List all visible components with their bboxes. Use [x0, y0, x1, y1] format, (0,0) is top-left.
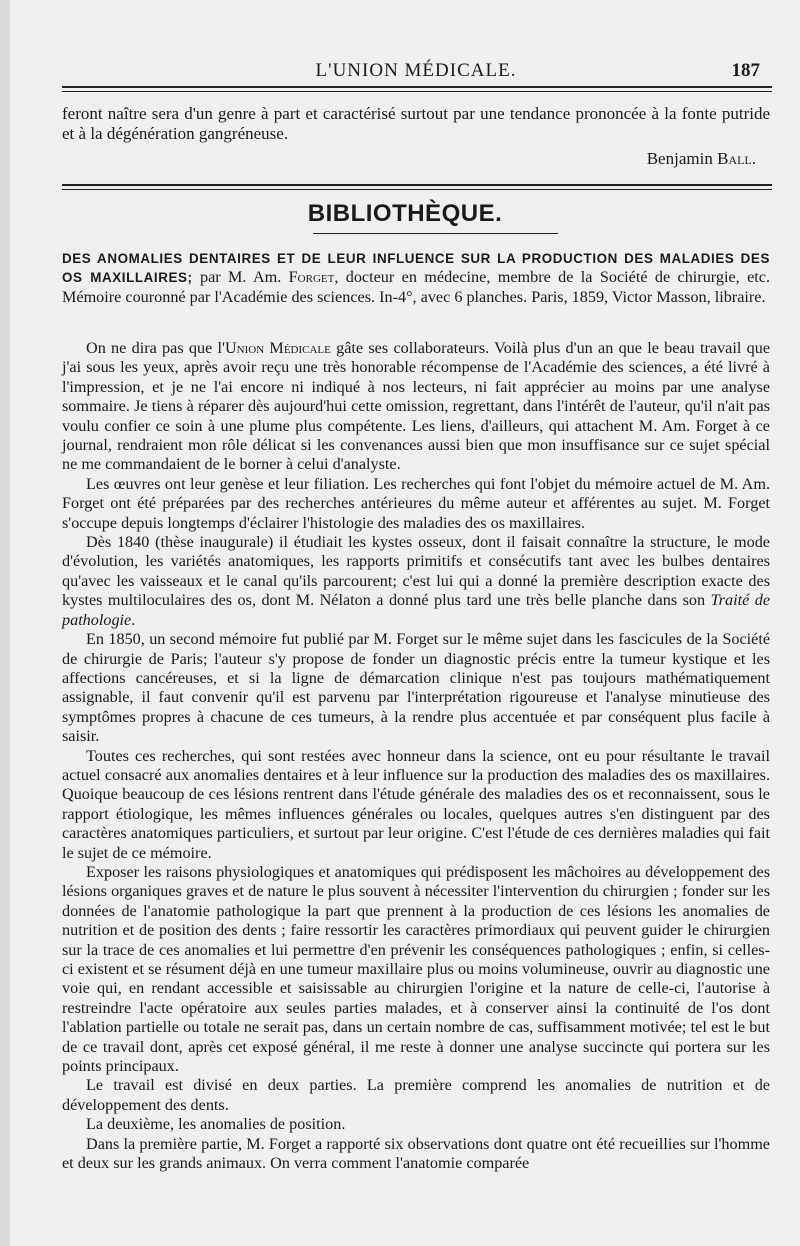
- paragraph-text: On ne dira pas que l': [86, 339, 225, 357]
- paragraph: Toutes ces recherches, qui sont restées avec honneur dans la science, ont eu pour résultante le travail actuel consacré aux anomalies dentaires et à leur influence sur la production des maladies des os maxillaires. Quoique beaucoup de ces lésions rentrent dans l'étude générale des maladies des os et reconnaissent, sous le rapport étiologique, les mêmes influences générales ou locales, quelques autres s'en distinguent par des caractères anatomiques particuliers, et surtout par leur origine. C'est l'étude de ces dernières maladies qui fait le sujet de ce mémoire.: [62, 746, 770, 862]
- section-rule-thin: [62, 189, 772, 190]
- section-rule-thick: [62, 184, 772, 186]
- journal-page: [10, 0, 800, 1246]
- review-details: , docteur en médecine, membre de la Société de chirurgie, etc. Mémoire couronné par l'Académie des sciences. In-4°, avec 6 planches. Paris, 1859, Victor Masson, libraire.: [62, 268, 770, 306]
- running-title: L'UNION MÉDICALE.: [315, 60, 517, 81]
- paragraph: [62, 533, 770, 630]
- section-title: BIBLIOTHÈQUE.: [307, 200, 503, 227]
- book-title: Traité de pathologie: [62, 591, 771, 629]
- paragraph-text: Dès 1840 (thèse inaugurale) il étudiait les kystes osseux, dont il faisait connaître la structure, le mode d'évolution, les variétés anatomiques, les rapports primitifs et consécutifs tant avec les bulbes dentaires qu'avec les vaisseaux et le canal qu'ils parcourent; c'est lui qui a donné la première description exacte des kystes multiloculaires des os, dont M. Nélaton a donné plus tard une très belle planche dans son: [62, 533, 770, 610]
- section-title-underline: [313, 233, 558, 234]
- paragraph: La deuxième, les anomalies de position.: [86, 1115, 346, 1134]
- review-heading: DES ANOMALIES DENTAIRES ET DE LEUR INFLUENCE SUR LA PRODUCTION DES MALADIES DES OS MAXILLAIRES;: [62, 251, 770, 286]
- page-number: 187: [731, 60, 760, 81]
- article-body: [62, 339, 770, 1173]
- paragraph-text: gâte ses collaborateurs. Voilà plus d'un an que le beau travail que j'ai sous les yeux, après avoir reçu une très honorable récompense de l'Académie des sciences, a été livré à l'impression, et je ne l'ai encore ni indiqué à nos lecteurs, ni fait apprécier au moins par une analyse sommaire. Je tiens à réparer dès aujourd'hui cette omission, regrettant, dans l'intérêt de l'auteur, qu'il n'ait pas voulu confier ce soin à une plume plus compétente. Les liens, d'ailleurs, qui attachent M. Am. Forget à ce journal, rendraient mon rôle délicat si les convenances aussi bien que mon insuffisance sur ce sujet spécial ne me commandaient de le borner à celui d'analyste.: [62, 339, 771, 474]
- paragraph: Dans la première partie, M. Forget a rapporté six observations dont quatre ont été recueillies sur l'homme et deux sur les grands animaux. On verra comment l'anatomie comparée: [62, 1134, 770, 1173]
- page-header: [62, 58, 770, 84]
- review-citation: [62, 249, 770, 307]
- author-signature: [647, 149, 756, 169]
- review-author-name: Forget: [288, 268, 335, 287]
- opening-paragraph: feront naître sera d'un genre à part et caractérisé surtout par une tendance prononcée à la fonte putride et à la dégénération gangréneuse.: [62, 104, 770, 143]
- paragraph: [62, 339, 770, 475]
- paragraph: Les œuvres ont leur genèse et leur filiation. Les recherches qui font l'objet du mémoire actuel de M. Am. Forget ont été préparées par des recherches antérieures du même auteur et afférentes au sujet. M. Forget s'occupe depuis longtemps d'éclairer l'histologie des maladies des os maxillaires.: [62, 474, 770, 532]
- paragraph-text: .: [131, 610, 136, 629]
- paragraph: Exposer les raisons physiologiques et anatomiques qui prédisposent les mâchoires au développement des lésions organiques graves et de nature le plus souvent à nécessiter l'intervention du chirurgien ; fonder sur les données de l'anatomie pathologique la part que prennent à la production de ces lésions les anomalies de nutrition et de position des dents ; faire ressortir les caractères primordiaux qui peuvent guider le chirurgien sur la trace de ces anomalies et lui permettre d'en prévenir les conséquences pathologiques ; enfin, si celles-ci existent et se résument déjà en une tumeur maxillaire plus ou moins volumineuse, ouvrir au diagnostic une voie qui, en rendant accessible et saisissable au chirurgien l'origine et la nature de celle-ci, l'autorise à restreindre l'acte opératoire aux seules parties malades, et à conserver ainsi la continuité de l'os dont l'ablation partielle ou totale ne serait pas, dans un certain nombre de cas, suffisamment motivée; tel est le but de ce travail dont, après cet exposé général, il me reste à donner une analyse succincte qui portera sur les points principaux.: [62, 862, 770, 1076]
- signature-last-name: Ball.: [717, 149, 756, 168]
- journal-name: Union Médicale: [224, 339, 331, 357]
- header-rule-thick: [62, 86, 772, 88]
- header-rule-thin: [62, 91, 772, 92]
- paragraph: Le travail est divisé en deux parties. La première comprend les anomalies de nutrition et de développement des dents.: [62, 1076, 770, 1114]
- review-author-prefix: par M. Am.: [192, 268, 289, 287]
- paragraph: En 1850, un second mémoire fut publié par M. Forget sur le même sujet dans les fascicules de la Société de chirurgie de Paris; l'auteur s'y propose de fonder un diagnostic précis entre la tumeur kystique et les affections cancéreuses, et si la ligne de démarcation clinique n'est pas toujours mathématiquement assignable, il faut convenir qu'il est parvenu par l'interprétation rigoureuse et l'analyse minutieuse des symptômes propres à chacune de ces tumeurs, à la rendre plus accentuée et par conséquent plus facile à saisir.: [62, 630, 770, 746]
- signature-first-name: Benjamin: [646, 149, 718, 168]
